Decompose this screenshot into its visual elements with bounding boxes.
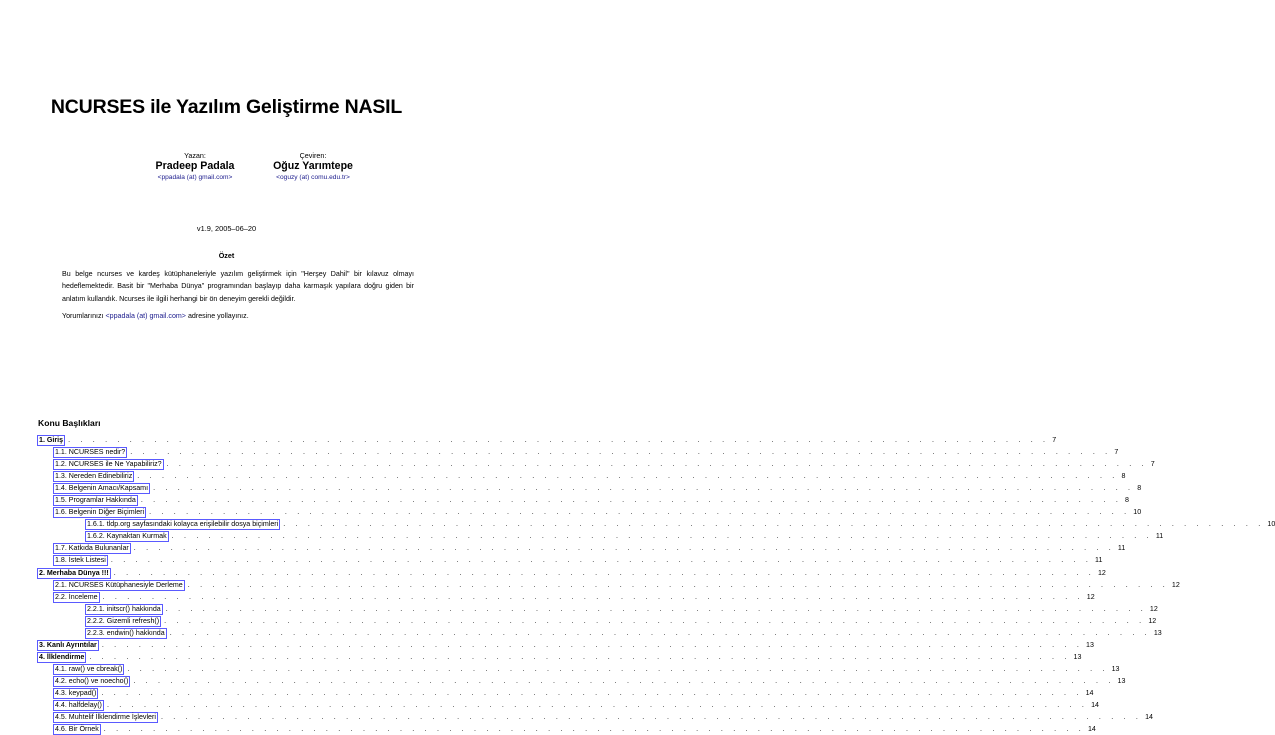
- toc-page-number: 12: [1086, 592, 1095, 601]
- toc-entry[interactable]: [37, 615, 1157, 627]
- toc-dot-leader: . . . . . . . . . . . . . . . . . . . . . . . . . . . . . . . . . . . . . . . . . . . . . . . . . . . . . . . . . . . . . . . . . . . . . . . . . . . . . . . .: [113, 568, 1095, 577]
- toc-entry-link[interactable]: 2.2.2. Gizemli refresh(): [87, 616, 160, 625]
- toc-dot-leader: . . . . . . . . . . . . . . . . . . . . . . . . . . . . . . . . . . . . . . . . . . . . . . . . . . . . . . . . . . . . . . . . . . . . . . . . . . . . . . . .: [171, 532, 1153, 541]
- toc-entry[interactable]: [37, 627, 1162, 639]
- toc-page-number: 8: [1137, 484, 1142, 493]
- toc-page-number: 13: [1111, 664, 1120, 673]
- toc-entry[interactable]: [37, 518, 1275, 530]
- toc-entry[interactable]: [37, 639, 1094, 651]
- toc-dot-leader: . . . . . . . . . . . . . . . . . . . . . . . . . . . . . . . . . . . . . . . . . . . . . . . . . . . . . . . . . . . . . . . . . . . . . . . . . . . . . . . .: [89, 652, 1071, 661]
- toc-entry-link[interactable]: 1.6.1. tldp.org sayfasındaki kolayca erişilebilir dosya biçimleri: [87, 520, 279, 529]
- toc-entry[interactable]: [37, 506, 1142, 518]
- toc-dot-leader: . . . . . . . . . . . . . . . . . . . . . . . . . . . . . . . . . . . . . . . . . . . . . . . . . . . . . . . . . . . . . . . . . . . . . . . . . . . . . . . .: [187, 580, 1169, 589]
- toc-page-number: 14: [1087, 725, 1096, 734]
- toc-entry-link[interactable]: 1.8. İstek Listesi: [55, 556, 106, 565]
- toc-entry[interactable]: [37, 446, 1119, 458]
- toc-entry-link[interactable]: 1.6. Belgenin Diğer Biçimleri: [55, 508, 145, 517]
- toc-page-number: 11: [1155, 532, 1164, 541]
- toc-entry[interactable]: [37, 530, 1164, 542]
- toc-page-number: 12: [1171, 580, 1180, 589]
- toc-dot-leader: . . . . . . . . . . . . . . . . . . . . . . . . . . . . . . . . . . . . . . . . . . . . . . . . . . . . . . . . . . . . . . . . . . . . . . . . . . . . . . . .: [127, 664, 1109, 673]
- toc-page-number: 12: [1097, 568, 1106, 577]
- toc-entry[interactable]: [37, 723, 1096, 735]
- toc-page-number: 10: [1133, 508, 1142, 517]
- toc-entry-link[interactable]: 1.4. Belgenin Amacı/Kapsamı: [55, 484, 149, 493]
- toc-entry[interactable]: [37, 434, 1057, 446]
- toc-entry-link[interactable]: 4.5. Muhtelif İlklendirme İşlevleri: [55, 713, 156, 722]
- toc-page-number: 13: [1153, 628, 1162, 637]
- toc-page-number: 13: [1086, 640, 1094, 649]
- toc-entry[interactable]: [37, 663, 1120, 675]
- toc-dot-leader: . . . . . . . . . . . . . . . . . . . . . . . . . . . . . . . . . . . . . . . . . . . . . . . . . . . . . . . . . . . . . . . . . . . . . . . . . . . . . . . .: [140, 496, 1122, 505]
- version-line: v1.9, 2005–06–20: [196, 224, 257, 233]
- toc-entry-link[interactable]: 2.1. NCURSES Kütüphanesiyle Derleme: [55, 580, 183, 589]
- toc-entry-link[interactable]: 1.1. NCURSES nedir?: [55, 448, 126, 457]
- toc-dot-leader: . . . . . . . . . . . . . . . . . . . . . . . . . . . . . . . . . . . . . . . . . . . . . . . . . . . . . . . . . . . . . . . . . . . . . . . . . . . . . . . .: [149, 508, 1131, 517]
- toc-dot-leader: . . . . . . . . . . . . . . . . . . . . . . . . . . . . . . . . . . . . . . . . . . . . . . . . . . . . . . . . . . . . . . . . . . . . . . . . . . . . . . . .: [106, 701, 1089, 710]
- toc-entry-link[interactable]: 1.3. Nereden Edinebiliriz: [55, 472, 133, 481]
- toc-dot-leader: . . . . . . . . . . . . . . . . . . . . . . . . . . . . . . . . . . . . . . . . . . . . . . . . . . . . . . . . . . . . . . . . . . . . . . . . . . . . . . . .: [283, 520, 1265, 529]
- toc-page-number: 11: [1117, 544, 1126, 553]
- abstract-paragraph: Bu belge ncurses ve kardeş kütüphaneleriyle yazılım geliştirmek için "Herşey Dahil" bir kılavuz olmayı hedeflemektedir. Basit bir "Merhaba Dünya" programından başlayıp daha karmaşık yapılara doğru giden bir anlatım kullandık. Ncurses ile ilgili herhangi bir ön deneyim gerekli değildir.: [62, 270, 414, 303]
- abstract-heading: Özet: [218, 251, 235, 260]
- toc-page-number: 11: [1095, 556, 1103, 565]
- abstract: [62, 268, 414, 322]
- toc-entry-link[interactable]: 1.7. Katkıda Bulunanlar: [55, 544, 129, 553]
- toc-entry[interactable]: [37, 567, 1106, 579]
- toc-entry-link[interactable]: 2.2.1. initscr() hakkında: [87, 604, 161, 613]
- toc-dot-leader: . . . . . . . . . . . . . . . . . . . . . . . . . . . . . . . . . . . . . . . . . . . . . . . . . . . . . . . . . . . . . . . . . . . . . . . . . . . . . . . .: [102, 592, 1084, 601]
- abstract-contact: [62, 310, 414, 322]
- toc-dot-leader: . . . . . . . . . . . . . . . . . . . . . . . . . . . . . . . . . . . . . . . . . . . . . . . . . . . . . . . . . . . . . . . . . . . . . . . . . . . . . . . .: [133, 544, 1115, 553]
- author-name: Pradeep Padala: [155, 160, 235, 172]
- toc-page-number: 14: [1145, 713, 1153, 722]
- toc-entry[interactable]: [37, 579, 1180, 591]
- toc-entry[interactable]: [37, 699, 1099, 711]
- toc-entry-link[interactable]: 3. Kanlı Ayrıntılar: [39, 640, 97, 649]
- toc-entry-link[interactable]: 4.6. Bir Örnek: [55, 725, 99, 734]
- toc-dot-leader: . . . . . . . . . . . . . . . . . . . . . . . . . . . . . . . . . . . . . . . . . . . . . . . . . . . . . . . . . . . . . . . . . . . . . . . . . . . . . . . .: [101, 640, 1083, 649]
- toc-page-number: 12: [1148, 616, 1157, 625]
- toc-dot-leader: . . . . . . . . . . . . . . . . . . . . . . . . . . . . . . . . . . . . . . . . . . . . . . . . . . . . . . . . . . . . . . . . . . . . . . . . . . . . . . . .: [137, 472, 1119, 481]
- contact-email-link[interactable]: <ppadala (at) gmail.com>: [105, 311, 186, 320]
- toc-entry[interactable]: [37, 687, 1094, 699]
- toc-page-number: 13: [1073, 652, 1082, 661]
- author-email-link[interactable]: <ppadala (at) gmail.com>: [157, 174, 233, 181]
- toc-dot-leader: . . . . . . . . . . . . . . . . . . . . . . . . . . . . . . . . . . . . . . . . . . . . . . . . . . . . . . . . . . . . . . . . . . . . . . . . . . . . . . . .: [103, 725, 1085, 734]
- toc-entry-link[interactable]: 1. Giriş: [39, 436, 64, 444]
- toc-entry-link[interactable]: 4. İlklendirme: [39, 652, 85, 661]
- toc-page-number: 14: [1091, 701, 1099, 710]
- toc-entry[interactable]: [37, 542, 1126, 554]
- toc-entry-link[interactable]: 1.6.2. Kaynaktan Kurmak: [87, 532, 167, 541]
- toc-entry[interactable]: [37, 494, 1129, 506]
- abstract-contact-post: adresine yollayınız.: [185, 311, 249, 320]
- abstract-contact-pre: Yorumlarınızı: [62, 311, 106, 320]
- toc-dot-leader: . . . . . . . . . . . . . . . . . . . . . . . . . . . . . . . . . . . . . . . . . . . . . . . . . . . . . . . . . . . . . . . . . . . . . . . . . . . . . . . .: [153, 484, 1135, 493]
- toc-page-number: 14: [1085, 688, 1094, 697]
- toc-entry[interactable]: [37, 651, 1082, 663]
- toc-entry[interactable]: [37, 554, 1103, 566]
- document-title: NCURSES ile Yazılım Geliştirme NASIL: [50, 96, 403, 118]
- toc-page-number: 10: [1267, 520, 1275, 529]
- toc-entry[interactable]: [37, 470, 1126, 482]
- translator-role: Çeviren:: [299, 151, 327, 160]
- toc-heading: Konu Başlıkları: [38, 418, 101, 428]
- toc-dot-leader: . . . . . . . . . . . . . . . . . . . . . . . . . . . . . . . . . . . . . . . . . . . . . . . . . . . . . . . . . . . . . . . . . . . . . . . . . . . . . . . .: [101, 688, 1083, 697]
- toc-entry[interactable]: [37, 591, 1095, 603]
- translator-block: [248, 151, 378, 183]
- toc-page-number: 8: [1125, 496, 1129, 505]
- toc-page-number: 7: [1052, 436, 1057, 444]
- toc-page-number: 13: [1117, 676, 1126, 685]
- toc-entry-link[interactable]: 2.2. İnceleme: [55, 592, 98, 601]
- table-of-contents: [37, 434, 1275, 735]
- toc-dot-leader: . . . . . . . . . . . . . . . . . . . . . . . . . . . . . . . . . . . . . . . . . . . . . . . . . . . . . . . . . . . . . . . . . . . . . . . . . . . . . . . .: [110, 556, 1093, 565]
- toc-entry-link[interactable]: 1.2. NCURSES ile Ne Yapabiliriz?: [55, 460, 162, 469]
- toc-entry-link[interactable]: 1.5. Programlar Hakkında: [55, 496, 136, 505]
- toc-entry[interactable]: [37, 711, 1153, 723]
- toc-entry-link[interactable]: 2. Merhaba Dünya !!!: [39, 568, 109, 577]
- translator-name: Oğuz Yarımtepe: [273, 160, 353, 172]
- toc-dot-leader: . . . . . . . . . . . . . . . . . . . . . . . . . . . . . . . . . . . . . . . . . . . . . . . . . . . . . . . . . . . . . . . . . . . . . . . . . . . . . . . .: [68, 436, 1050, 444]
- toc-page-number: 12: [1149, 604, 1158, 613]
- toc-entry-link[interactable]: 2.2.3. endwin() hakkında: [87, 628, 165, 637]
- toc-entry[interactable]: [37, 482, 1142, 494]
- toc-page-number: 7: [1150, 460, 1155, 469]
- toc-entry-link[interactable]: 4.3. keypad(): [55, 688, 97, 697]
- toc-entry-link[interactable]: 4.2. echo() ve noecho(): [55, 676, 129, 685]
- toc-dot-leader: . . . . . . . . . . . . . . . . . . . . . . . . . . . . . . . . . . . . . . . . . . . . . . . . . . . . . . . . . . . . . . . . . . . . . . . . . . . . . . . .: [133, 676, 1115, 685]
- toc-dot-leader: . . . . . . . . . . . . . . . . . . . . . . . . . . . . . . . . . . . . . . . . . . . . . . . . . . . . . . . . . . . . . . . . . . . . . . . . . . . . . . . .: [160, 713, 1143, 722]
- toc-dot-leader: . . . . . . . . . . . . . . . . . . . . . . . . . . . . . . . . . . . . . . . . . . . . . . . . . . . . . . . . . . . . . . . . . . . . . . . . . . . . . . . .: [164, 616, 1146, 625]
- toc-entry-link[interactable]: 4.1. raw() ve cbreak(): [55, 664, 123, 673]
- toc-entry[interactable]: [37, 603, 1158, 615]
- toc-entry[interactable]: [37, 458, 1155, 470]
- translator-email-link[interactable]: <oguzy (at) comu.edu.tr>: [276, 174, 350, 181]
- toc-entry[interactable]: [37, 675, 1126, 687]
- toc-page-number: 8: [1121, 472, 1126, 481]
- toc-dot-leader: . . . . . . . . . . . . . . . . . . . . . . . . . . . . . . . . . . . . . . . . . . . . . . . . . . . . . . . . . . . . . . . . . . . . . . . . . . . . . . . .: [165, 604, 1147, 613]
- author-role: Yazan:: [184, 151, 206, 160]
- toc-entry-link[interactable]: 4.4. halfdelay(): [55, 701, 102, 710]
- toc-page-number: 7: [1114, 448, 1119, 457]
- toc-dot-leader: . . . . . . . . . . . . . . . . . . . . . . . . . . . . . . . . . . . . . . . . . . . . . . . . . . . . . . . . . . . . . . . . . . . . . . . . . . . . . . . .: [169, 628, 1151, 637]
- toc-dot-leader: . . . . . . . . . . . . . . . . . . . . . . . . . . . . . . . . . . . . . . . . . . . . . . . . . . . . . . . . . . . . . . . . . . . . . . . . . . . . . . . .: [166, 460, 1148, 469]
- toc-dot-leader: . . . . . . . . . . . . . . . . . . . . . . . . . . . . . . . . . . . . . . . . . . . . . . . . . . . . . . . . . . . . . . . . . . . . . . . . . . . . . . . .: [130, 448, 1112, 457]
